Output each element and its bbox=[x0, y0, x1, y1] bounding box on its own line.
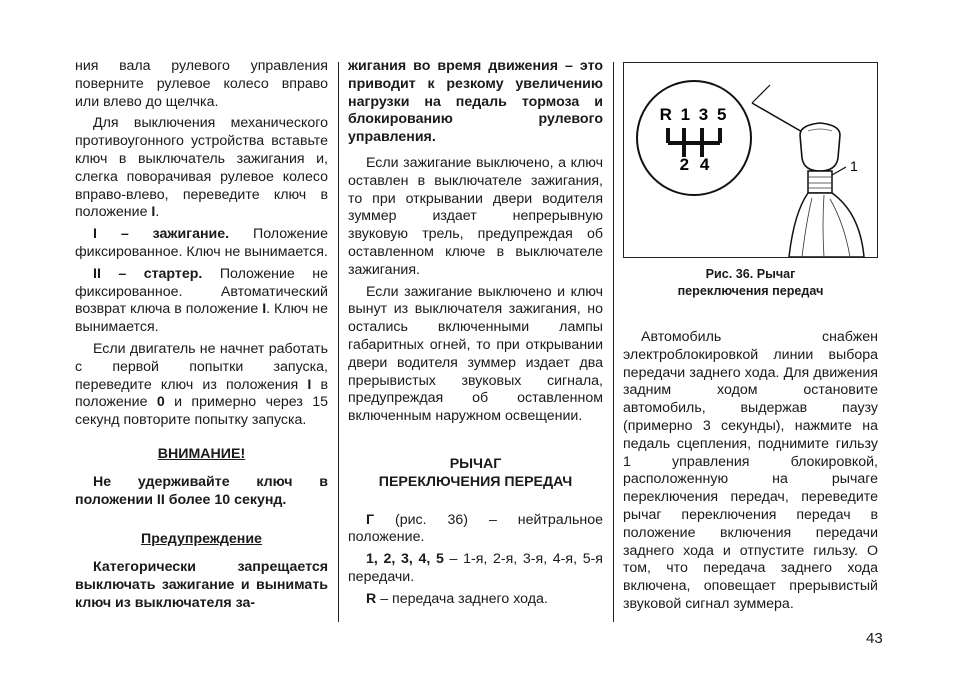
paragraph: Г (рис. 36) – нейтральное положение. bbox=[348, 511, 603, 546]
paragraph: I – зажигание. Положение фиксированное. Ключ не вынимается. bbox=[75, 226, 328, 260]
lever-knob bbox=[800, 123, 840, 171]
shift-pattern-top-label: R 1 3 5 bbox=[659, 105, 729, 124]
figure-caption bbox=[623, 266, 878, 300]
section-heading-line2: ПЕРЕКЛЮЧЕНИЯ ПЕРЕДАЧ bbox=[378, 473, 573, 490]
paragraph: Если зажигание выключено и ключ вынут из выключателя зажигания, но остались включенными лампы габаритных огней, то при открывании двери водителя зуммер издает два прерывистых звуковых сигнала, предупреждая об оставленном включенным наружном освещении. bbox=[348, 283, 603, 425]
paragraph: жигания во время движения – это приводит к резкому увеличению нагрузки на педаль тормоза и блокированию рулевого управления. bbox=[348, 58, 603, 146]
paragraph: ния вала рулевого управления поверните рулевое колесо вправо или влево до щелчка. bbox=[75, 58, 328, 110]
warning-text: Не удерживайте ключ в положении II более 10 секунд. bbox=[75, 473, 328, 508]
shift-pattern-circle bbox=[637, 81, 751, 195]
paragraph: II – стартер. Положение не фиксированное. Автоматический возврат ключа в положение I. Ключ не вынимается. bbox=[75, 265, 328, 336]
lockout-sleeve bbox=[808, 171, 832, 193]
section-heading-line1: РЫЧАГ bbox=[449, 455, 502, 472]
leader-line bbox=[752, 103, 804, 133]
paragraph: Для выключения механического противоугонного устройства вставьте ключ в выключатель зажигания и, слегка поворачивая рулевое колесо вправо-влево, переведите ключ в положение I. bbox=[75, 115, 328, 221]
column-1 bbox=[75, 58, 328, 617]
figure-gear-lever bbox=[623, 62, 878, 258]
column-divider-right bbox=[613, 62, 614, 622]
paragraph: Если зажигание выключено, а ключ оставлен в выключателе зажигания, то при открывании двери водителя зуммер издает непрерывную звуковую трель, предупреждая об оставленном ключе в выключателе зажигания. bbox=[348, 154, 603, 278]
lever-boot bbox=[789, 193, 864, 257]
figure-caption-line1: Рис. 36. Рычаг bbox=[705, 267, 796, 281]
paragraph: 1, 2, 3, 4, 5 – 1-я, 2-я, 3-я, 4-я, 5-я передачи. bbox=[348, 551, 603, 585]
gear-lever-illustration bbox=[624, 63, 877, 257]
paragraph: Автомобиль снабжен электроблокировкой линии выбора передачи заднего хода. Для движения задним ходом остановите автомобиль, выдержав паузу (примерно 3 секунды), нажмите на педаль сцепления, поднимите гильзу 1 управления блокировкой, расположенную на рычаге переключения передач, переведите рычаг переключения передач в положение включения передачи заднего хода и отпустите гильзу. О том, что передача заднего хода включена, оповещает прерывистый звуковой сигнал зуммера. bbox=[623, 329, 878, 612]
warning-heading: ВНИМАНИЕ! bbox=[157, 445, 246, 462]
column-2 bbox=[348, 58, 603, 613]
paragraph: Если двигатель не начнет работать с первой попытки запуска, переведите ключ из положения I в положение 0 и примерно через 15 секунд повторите попытку запуска. bbox=[75, 340, 328, 429]
paragraph: R – передача заднего хода. bbox=[366, 590, 548, 607]
caution-text: Категорически запрещается выключать зажигание и вынимать ключ из выключателя за- bbox=[75, 559, 328, 611]
figure-caption-line2: переключения передач bbox=[677, 284, 824, 298]
shift-pattern-bottom-label: 2 4 bbox=[679, 155, 713, 174]
caution-heading: Предупреждение bbox=[141, 531, 262, 548]
column-divider-left bbox=[338, 62, 339, 622]
page-number: 43 bbox=[866, 630, 883, 647]
shift-pattern-lines bbox=[668, 128, 720, 157]
column-3 bbox=[623, 329, 878, 618]
callout-number: 1 bbox=[850, 158, 858, 174]
